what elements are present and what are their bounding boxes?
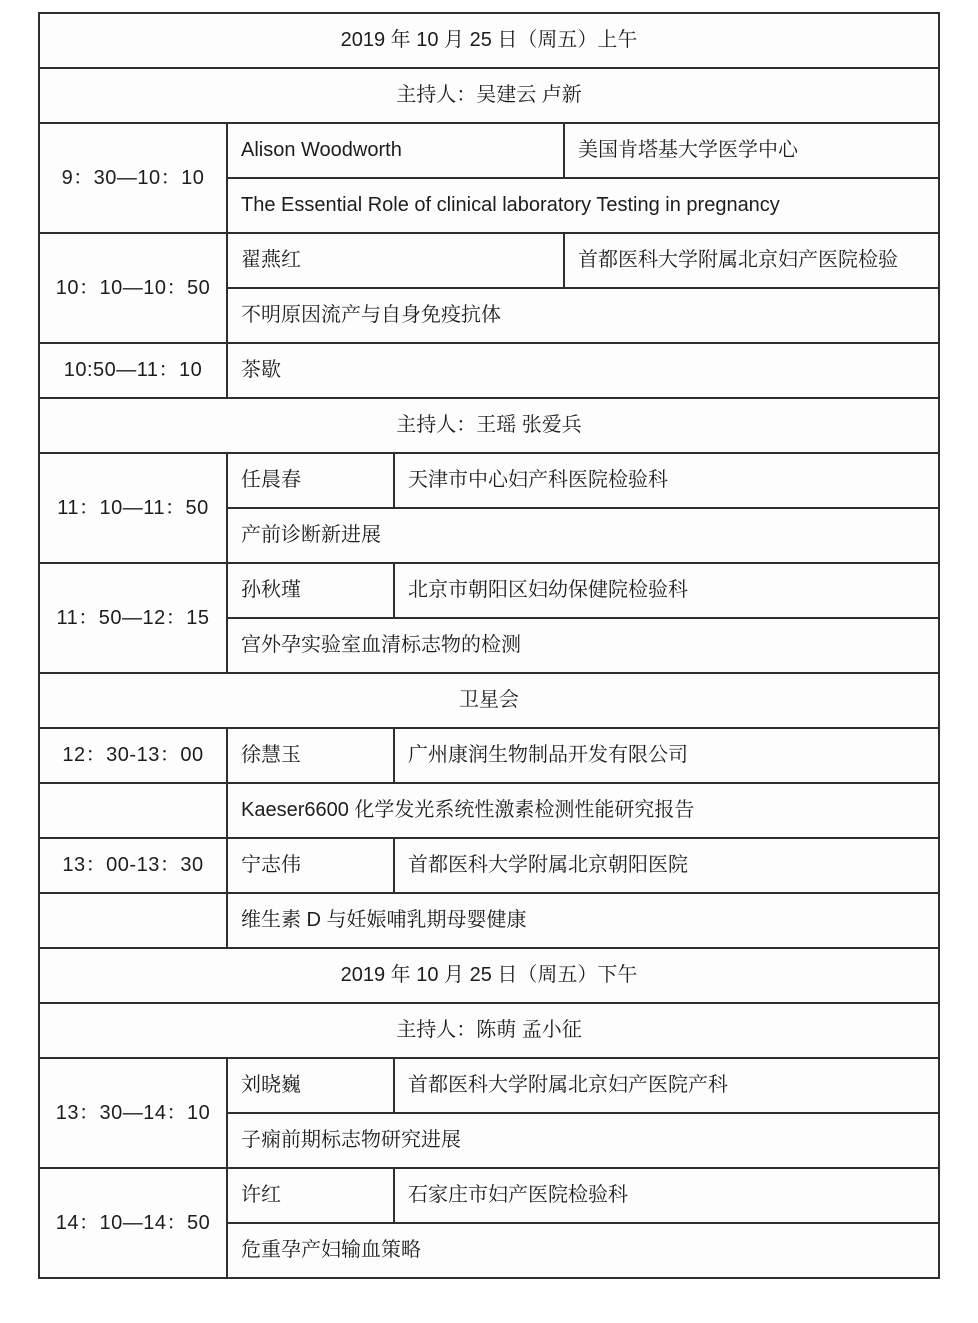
speaker-cell: 徐慧玉 bbox=[227, 728, 394, 783]
affiliation-cell: 北京市朝阳区妇幼保健院检验科 bbox=[394, 563, 939, 618]
tea-break-label: 茶歇 bbox=[227, 343, 939, 398]
time-cell: 14：10—14：50 bbox=[39, 1168, 227, 1278]
conference-schedule-table bbox=[38, 12, 940, 1279]
speaker-cell: 刘晓巍 bbox=[227, 1058, 394, 1113]
talk-title-cell: 危重孕产妇输血策略 bbox=[227, 1223, 939, 1278]
talk-title-cell: 宫外孕实验室血清标志物的检测 bbox=[227, 618, 939, 673]
speaker-cell: 翟燕红 bbox=[227, 233, 564, 288]
speaker-cell: 许红 bbox=[227, 1168, 394, 1223]
time-cell: 12：30-13：00 bbox=[39, 728, 227, 783]
am-moderators-row: 主持人：吴建云 卢新 bbox=[39, 68, 939, 123]
time-cell: 11：50—12：15 bbox=[39, 563, 227, 673]
affiliation-cell: 首都医科大学附属北京妇产医院产科 bbox=[394, 1058, 939, 1113]
speaker-cell: Alison Woodworth bbox=[227, 123, 564, 178]
affiliation-cell: 首都医科大学附属北京妇产医院检验 bbox=[564, 233, 939, 288]
talk-title-cell: 子痫前期标志物研究进展 bbox=[227, 1113, 939, 1168]
talk-title-cell: 不明原因流产与自身免疫抗体 bbox=[227, 288, 939, 343]
affiliation-cell: 石家庄市妇产医院检验科 bbox=[394, 1168, 939, 1223]
speaker-cell: 宁志伟 bbox=[227, 838, 394, 893]
time-cell: 10：10—10：50 bbox=[39, 233, 227, 343]
time-cell: 13：30—14：10 bbox=[39, 1058, 227, 1168]
talk-title-cell: The Essential Role of clinical laboratory Testing in pregnancy bbox=[227, 178, 939, 233]
empty-time-cell bbox=[39, 893, 227, 948]
time-cell: 13：00-13：30 bbox=[39, 838, 227, 893]
affiliation-cell: 美国肯塔基大学医学中心 bbox=[564, 123, 939, 178]
am-date-header: 2019 年 10 月 25 日（周五）上午 bbox=[39, 13, 939, 68]
affiliation-cell: 广州康润生物制品开发有限公司 bbox=[394, 728, 939, 783]
talk-title-cell: Kaeser6600 化学发光系统性激素检测性能研究报告 bbox=[227, 783, 939, 838]
affiliation-cell: 首都医科大学附属北京朝阳医院 bbox=[394, 838, 939, 893]
pm-moderators-row: 主持人：陈萌 孟小征 bbox=[39, 1003, 939, 1058]
talk-title-cell: 产前诊断新进展 bbox=[227, 508, 939, 563]
talk-title-cell: 维生素 D 与妊娠哺乳期母婴健康 bbox=[227, 893, 939, 948]
time-cell: 10:50—11：10 bbox=[39, 343, 227, 398]
empty-time-cell bbox=[39, 783, 227, 838]
affiliation-cell: 天津市中心妇产科医院检验科 bbox=[394, 453, 939, 508]
pm-date-header: 2019 年 10 月 25 日（周五）下午 bbox=[39, 948, 939, 1003]
speaker-cell: 任晨春 bbox=[227, 453, 394, 508]
mid-moderators-row: 主持人：王瑶 张爱兵 bbox=[39, 398, 939, 453]
time-cell: 11：10—11：50 bbox=[39, 453, 227, 563]
speaker-cell: 孙秋瑾 bbox=[227, 563, 394, 618]
time-cell: 9：30—10：10 bbox=[39, 123, 227, 233]
satellite-session-header: 卫星会 bbox=[39, 673, 939, 728]
